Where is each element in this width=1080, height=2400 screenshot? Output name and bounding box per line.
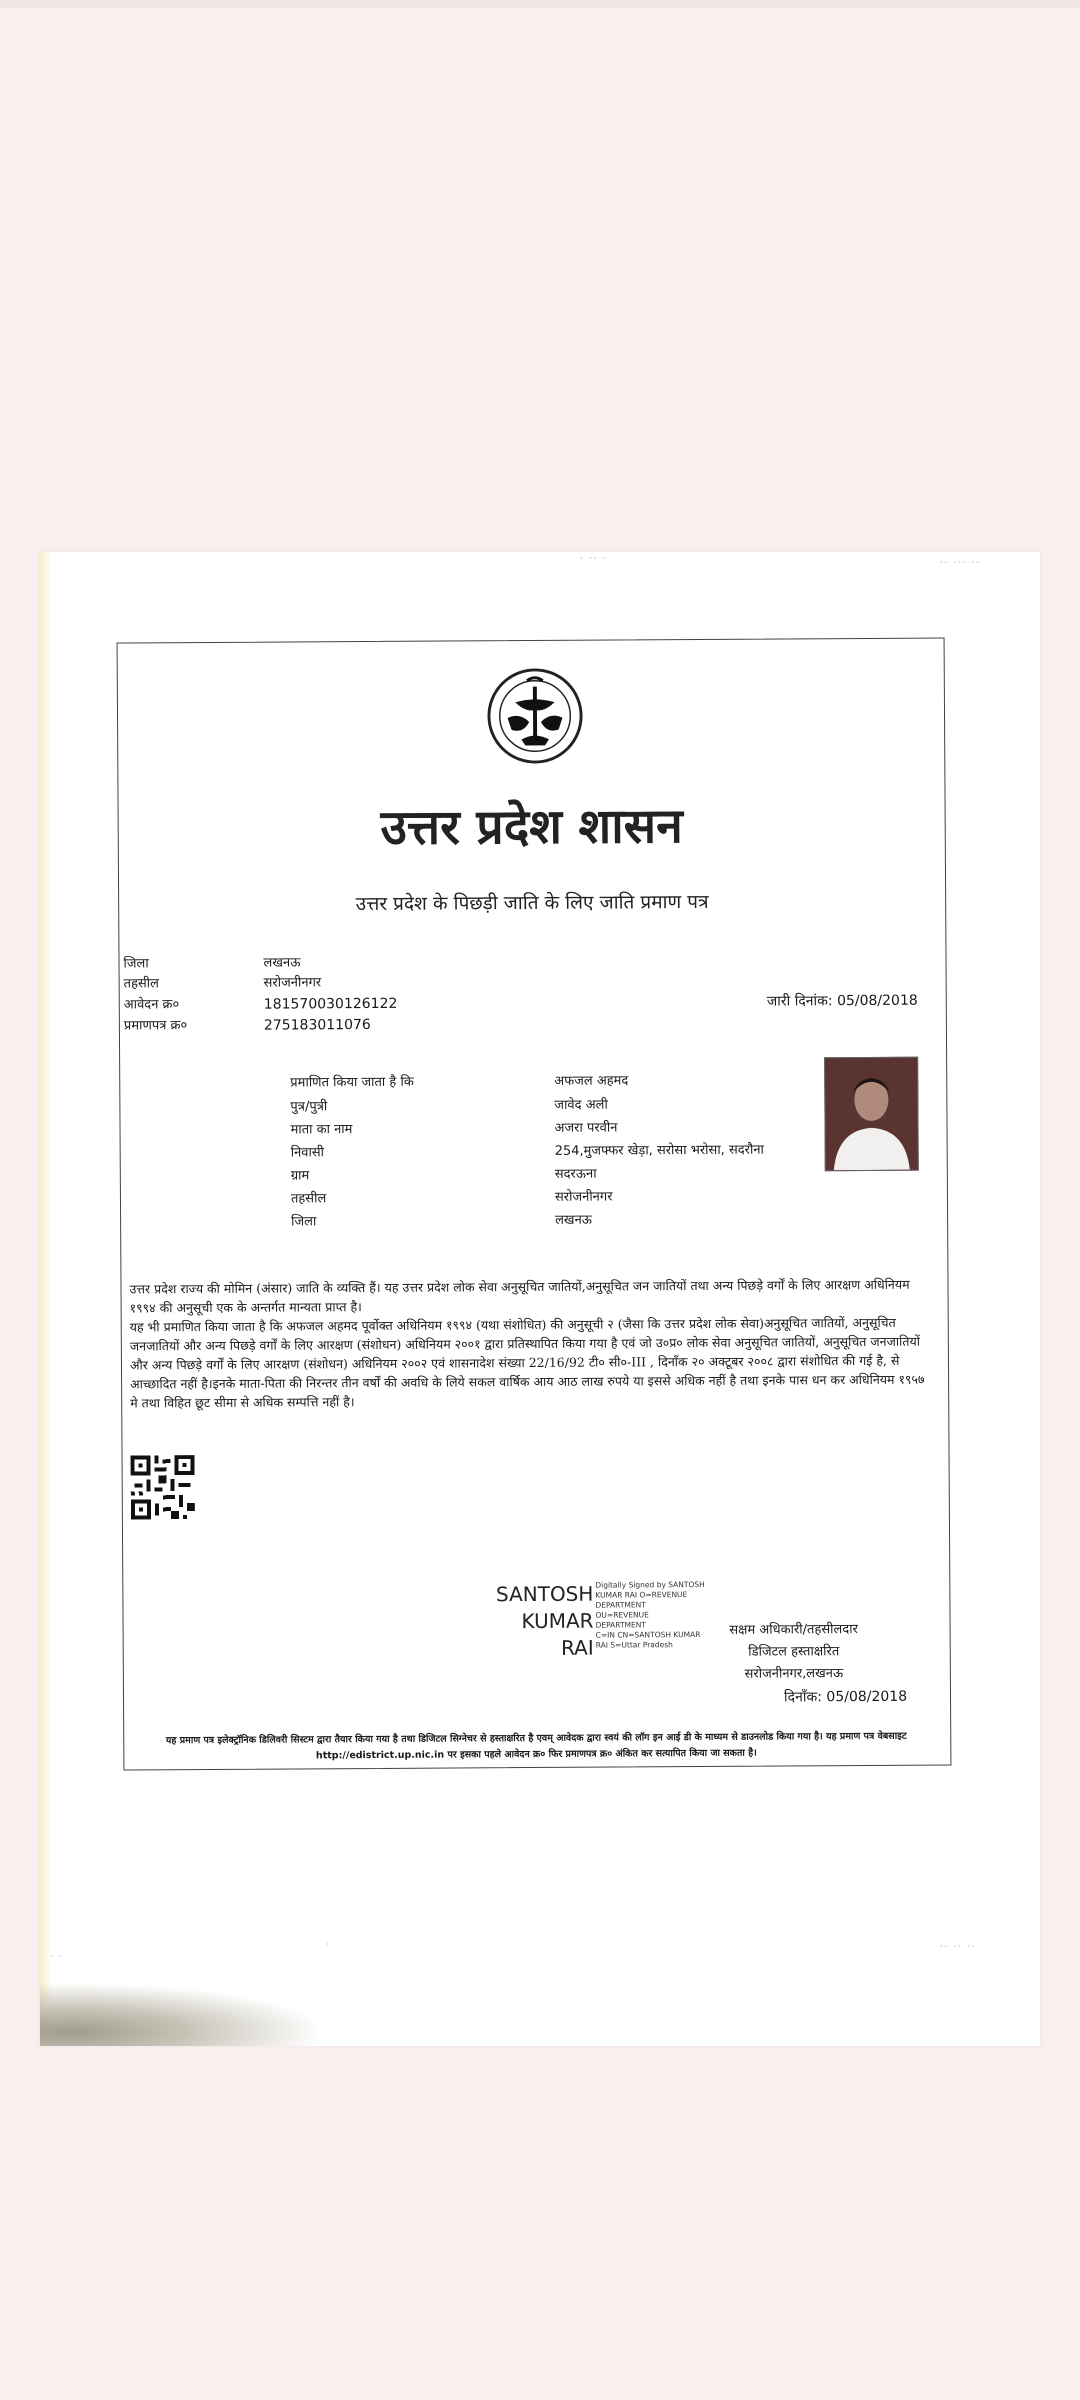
detail-label: पुत्र/पुत्री bbox=[290, 1099, 328, 1115]
scan-edge-shading bbox=[40, 552, 52, 2046]
scan-artifact: ·· ··· ·· bbox=[940, 558, 981, 567]
digital-signature-name: SANTOSH KUMAR RAI bbox=[495, 1581, 594, 1660]
digital-signature-detail: Digitally Signed by SANTOSH KUMAR RAI O=REVENUE DEPARTMENT OU=REVENUE DEPARTMENT C=IN CN=SANTOSH KUMAR RAI S=Uttar Pradesh bbox=[595, 1579, 705, 1650]
detail-label: तहसील bbox=[290, 1191, 327, 1207]
officer-date: दिनाँक: 05/08/2018 bbox=[783, 1688, 908, 1706]
detail-label: माता का नाम bbox=[290, 1122, 353, 1138]
detail-value: सरोजनीनगर bbox=[554, 1189, 613, 1205]
officer-signed-note: डिजिटल हस्ताक्षरित bbox=[748, 1644, 840, 1660]
detail-value: जावेद अली bbox=[554, 1097, 608, 1113]
detail-label: निवासी bbox=[290, 1145, 325, 1161]
meta-label: आवेदन क्र० bbox=[123, 997, 180, 1013]
verification-footer-note: यह प्रमाण पत्र इलेक्ट्रॉनिक डिलिवरी सिस्टम द्वारा तैयार किया गया है तथा डिजिटल सिग्नेचर से हस्ताक्षरित है एवम् आवेदक द्वारा स्वयं की लॉग इन आई डी के माध्यम से डाउनलोड किया गया है। यह प्रमाण पत्र वेबसाइट http://edistrict.up.nic.in पर इसका पहले आवेदन क्र० फिर प्रमाणपत्र क्र० अंकित कर सत्यापित किया जा सकता है। bbox=[165, 1730, 907, 1762]
detail-value: अफजल अहमद bbox=[554, 1073, 629, 1089]
detail-label: ग्राम bbox=[290, 1168, 310, 1184]
certificate-title: उत्तर प्रदेश शासन bbox=[380, 798, 683, 856]
scan-artifact: · · bbox=[50, 1952, 64, 1961]
paragraph-caste: उत्तर प्रदेश राज्य की मोमिन (अंसार) जाति के व्यक्ति हैं। यह उत्तर प्रदेश लोक सेवा अनुसूचित जातियों,अनुसूचित जन जातियों तथा अन्य पिछड़े वर्गों के लिए आरक्षण अधिनियम १९९४ की अनुसूची एक के अन्तर्गत मान्यता प्राप्त है। bbox=[129, 1276, 910, 1316]
detail-value: लखनऊ bbox=[555, 1212, 593, 1228]
scan-artifact: · bbox=[326, 1940, 331, 1949]
meta-label: प्रमाणपत्र क्र० bbox=[123, 1018, 188, 1034]
meta-value: सरोजनीनगर bbox=[263, 975, 322, 991]
officer-designation: सक्षम अधिकारी/तहसीलदार bbox=[729, 1622, 858, 1638]
meta-value: लखनऊ bbox=[263, 955, 301, 971]
applicant-photo bbox=[824, 1057, 919, 1172]
qr-code-icon bbox=[131, 1455, 195, 1519]
scanned-certificate-page bbox=[40, 552, 1040, 2046]
issuing-officer bbox=[684, 1619, 904, 1686]
detail-value: 254,मुजफ्फर खेड़ा, सरोसा भरोसा, सदरौना bbox=[554, 1142, 764, 1159]
certificate-body bbox=[129, 1275, 934, 1413]
scan-artifact: · ·· · bbox=[580, 554, 608, 563]
certificate-subtitle: उत्तर प्रदेश के पिछड़ी जाति के लिए जाति प्रमाण पत्र bbox=[355, 890, 709, 916]
meta-value: 181570030126122 bbox=[263, 995, 398, 1013]
meta-label: तहसील bbox=[123, 976, 159, 992]
officer-location: सरोजनीनगर,लखनऊ bbox=[744, 1666, 844, 1682]
top-status-strip bbox=[0, 0, 1080, 8]
meta-value: 275183011076 bbox=[263, 1016, 371, 1034]
detail-label: जिला bbox=[291, 1214, 317, 1230]
certificate-frame bbox=[117, 637, 952, 1770]
paragraph-certification: यह भी प्रमाणित किया जाता है कि अफजल अहमद पूर्वोक्त अधिनियम १९९४ (यथा संशोधित) की अनुसूची २ (जैसा कि उत्तर प्रदेश लोक सेवा)अनुसूचित जातियों, अनुसूचित जनजातियों और अन्य पिछड़े वर्गों के लिए आरक्षण (संशोधन) अधिनियम २००१ द्वारा प्रतिस्थापित किया गया है एवं जो उ०प्र० लोक सेवा अनुसूचित जातियों, अनुसूचित जनजातियों और अन्य पिछड़े वर्गों के लिए आरक्षण (संशोधन) अधिनियम २००२ एवं शासनादेश संख्या 22/16/92 टी० सी०-III , दिनाँक २० अक्टूबर २००८ द्वारा संशोधित की गई है, से आच्छादित नहीं है।इनके माता-पिता की निरन्तर तीन वर्षों की अवधि के लिये सकल वार्षिक आय आठ लाख रुपये या इससे अधिक नहीं है तथा इनके पास धन कर अधिनियम १९५७ मे तथा विहित छूट सीमा से अधिक सम्पत्ति नहीं है। bbox=[129, 1314, 925, 1411]
detail-value: सदरऊना bbox=[554, 1166, 597, 1182]
meta-label: जिला bbox=[123, 956, 149, 972]
issued-date: जारी दिनांक: 05/08/2018 bbox=[766, 992, 918, 1010]
detail-value: अजरा परवीन bbox=[554, 1120, 618, 1136]
scan-artifact: ·· ·· ·· bbox=[940, 1942, 977, 1951]
detail-label: प्रमाणित किया जाता है कि bbox=[290, 1074, 414, 1091]
scan-smudge bbox=[40, 1976, 360, 2046]
up-government-emblem-icon bbox=[486, 667, 585, 766]
